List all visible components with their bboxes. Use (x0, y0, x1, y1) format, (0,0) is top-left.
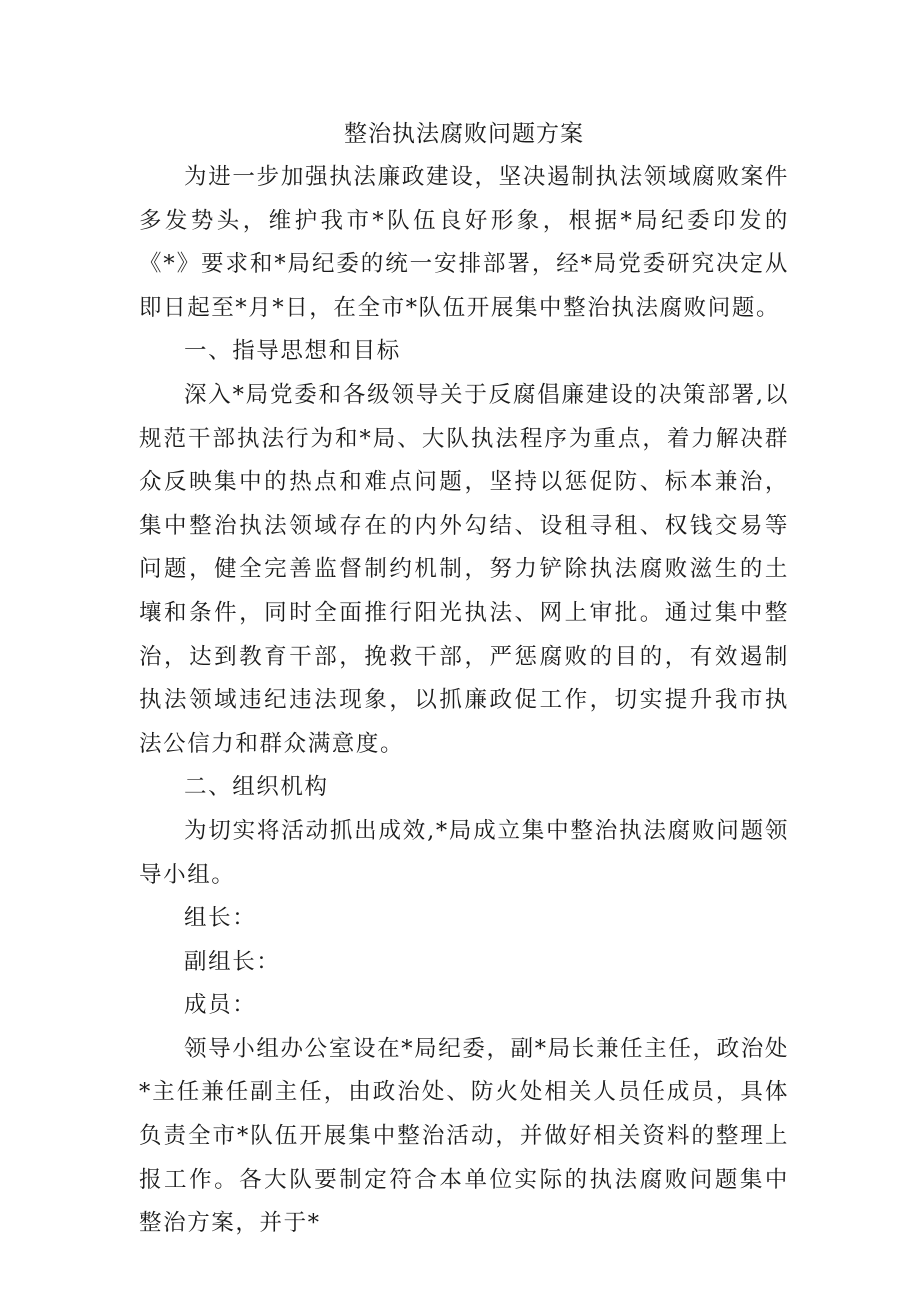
office-paragraph: 领导小组办公室设在*局纪委，副*局长兼任主任，政治处*主任兼任副主任，由政治处、防火处相关人员任成员，具体负责全市*队伍开展集中整治活动，并做好相关资料的整理上报工作。各大队要制定符合本单位实际的执法腐败问题集中整治方案，并于* (139, 1035, 789, 1237)
group-leader-line: 组长： (184, 905, 257, 932)
document-page (139, 112, 789, 1246)
section-heading-guiding-principles: 一、指导思想和目标 (184, 338, 401, 365)
guiding-principles-paragraph: 深入*局党委和各级领导关于反腐倡廉建设的决策部署,以规范干部执法行为和*局、大队执法程序为重点，着力解决群众反映集中的热点和难点问题，坚持以惩促防、标本兼治，集中整治执法领域存在的内外勾结、设租寻租、权钱交易等问题，健全完善监督制约机制，努力铲除执法腐败滋生的土壤和条件，同时全面推行阳光执法、网上审批。通过集中整治，达到教育干部，挽救干部，严惩腐败的目的，有效遏制执法领域违纪违法现象，以抓廉政促工作，切实提升我市执法公信力和群众满意度。 (139, 381, 789, 757)
intro-paragraph: 为进一步加强执法廉政建设，坚决遏制执法领域腐败案件多发势头，维护我市*队伍良好形象，根据*局纪委印发的《*》要求和*局纪委的统一安排部署，经*局党委研究决定从即日起至*月*日，在全市*队伍开展集中整治执法腐败问题。 (139, 164, 789, 321)
organization-paragraph: 为切实将活动抓出成效,*局成立集中整治执法腐败问题领导小组。 (139, 817, 789, 888)
deputy-leader-line: 副组长： (184, 948, 281, 975)
members-line: 成员： (184, 992, 257, 1019)
document-title: 整治执法腐败问题方案 (344, 121, 584, 147)
section-heading-organization: 二、组织机构 (184, 774, 329, 801)
